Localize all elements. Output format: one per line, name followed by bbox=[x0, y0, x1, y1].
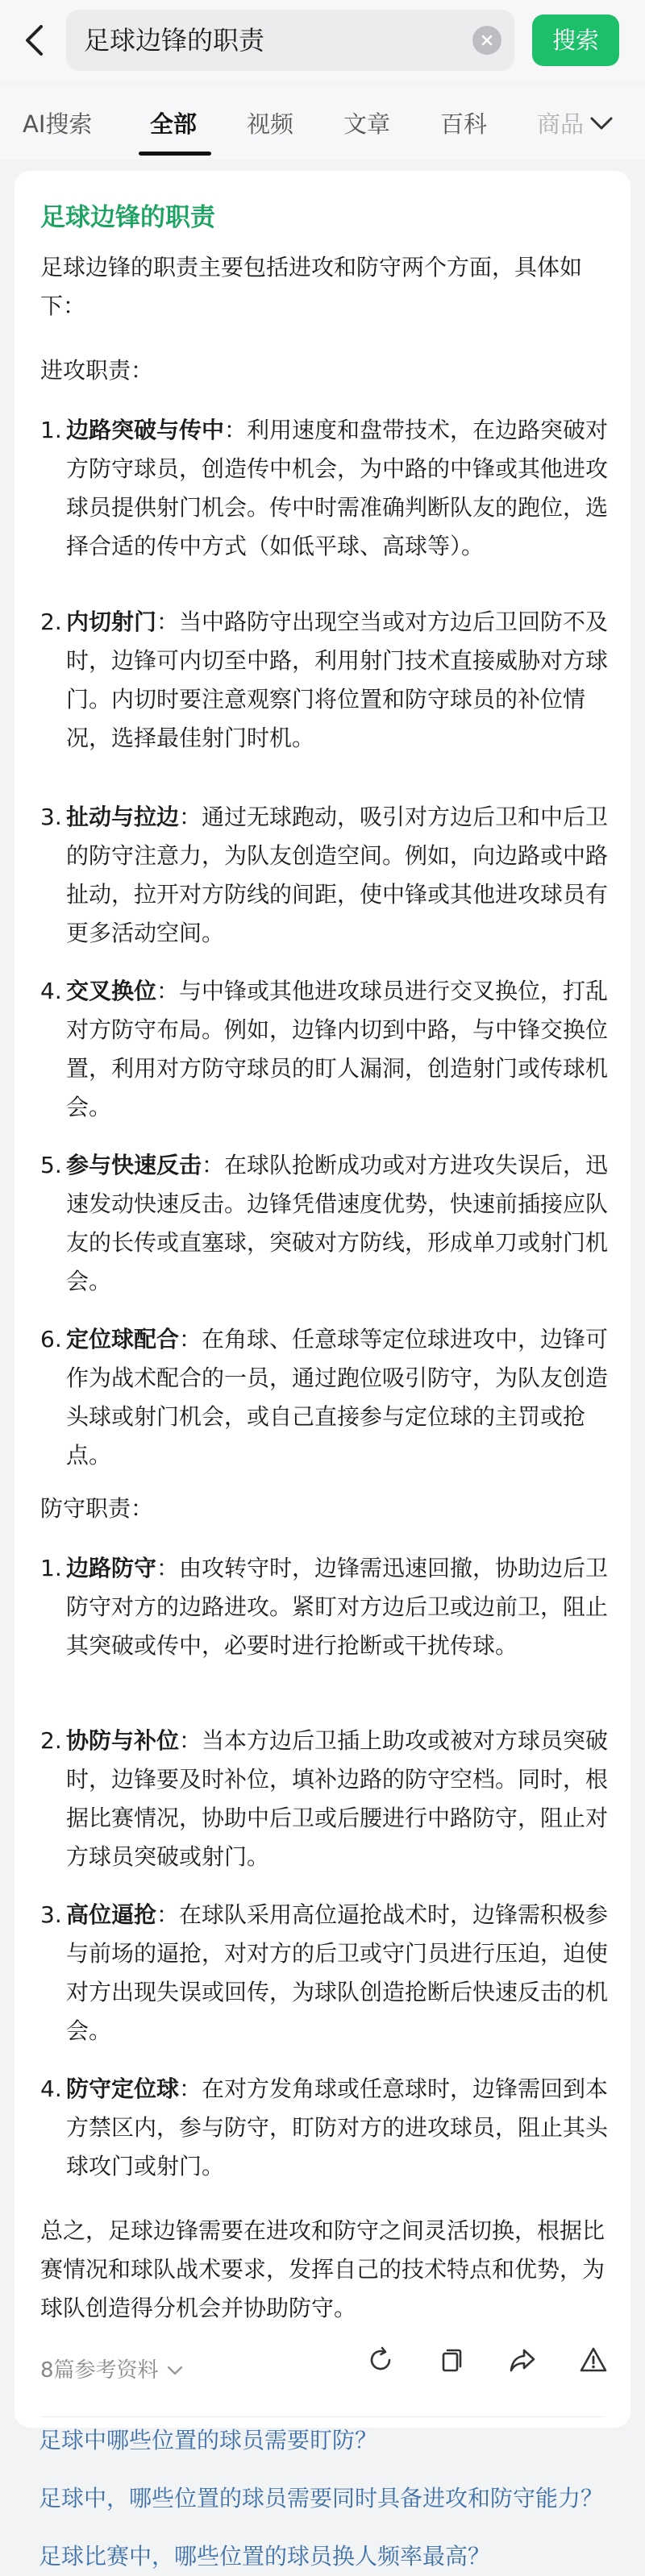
answer-actions bbox=[363, 2342, 611, 2378]
chevron-down-icon[interactable] bbox=[585, 110, 618, 137]
attack-heading: 进攻职责： bbox=[40, 357, 154, 384]
clear-icon[interactable] bbox=[472, 26, 501, 55]
references-label[interactable]: 8篇参考资料 bbox=[40, 2358, 159, 2383]
list-item: 2. 内切射门：当中路防守出现空当或对方边后卫回防不及时，边锋可内切至中路，利用射门技术直接威胁对方球门。内切时要注意观察门将位置和防守球员的补位情况，选择最佳射门时机。 bbox=[40, 609, 609, 751]
list-item: 3. 高位逼抢：在球队采用高位逼抢战术时，边锋需积极参与前场的逼抢，对对方的后卫或守门员进行压迫，迫使对方出现失误或回传，为球队创造抢断后快速反击的机会。 bbox=[40, 1901, 609, 2044]
list-item: 1. 边路防守：由攻转守时，边锋需迅速回撤，协助边后卫防守对方的边路进攻。紧盯对方边后卫或边前卫，阻止其突破或传中，必要时进行抢断或干扰传球。 bbox=[40, 1555, 609, 1659]
list-item: 4. 交叉换位：与中锋或其他进攻球员进行交叉换位，打乱对方防守布局。例如，边锋内切到中路，与中锋交换位置，利用对方防守球员的盯人漏洞，创造射门或传球机会。 bbox=[40, 978, 609, 1120]
top-bar bbox=[0, 0, 645, 81]
tab-encyclopedia[interactable]: 百科 bbox=[440, 110, 488, 138]
suggested-query[interactable]: 足球中，哪些位置的球员需要同时具备进攻和防守能力？ bbox=[39, 2485, 604, 2512]
back-arrow-icon[interactable] bbox=[18, 23, 50, 58]
tab-products[interactable]: 商品 bbox=[537, 110, 585, 138]
search-query-text[interactable]: 足球边锋的职责 bbox=[84, 25, 265, 56]
list-item: 1. 边路突破与传中：利用速度和盘带技术，在边路突破对方防守球员，创造传中机会，为中路的中锋或其他进攻球员提供射门机会。传中时需准确判断队友的跑位，选择合适的传中方式（如低平球、高球等）。 bbox=[40, 417, 609, 559]
list-item: 2. 协防与补位：当本方边后卫插上助攻或被对方球员突破时，边锋要及时补位，填补边路的防守空档。同时，根据比赛情况，协助中后卫或后腰进行中路防守，阻止对方球员突破或射门。 bbox=[40, 1727, 609, 1870]
search-input[interactable] bbox=[66, 10, 514, 71]
report-warning-icon[interactable] bbox=[576, 2342, 611, 2378]
tab-ai-search[interactable]: AI搜索 bbox=[23, 110, 93, 138]
share-icon[interactable] bbox=[505, 2342, 540, 2378]
references-toggle[interactable] bbox=[40, 2354, 183, 2383]
category-tabs bbox=[0, 87, 645, 160]
divider bbox=[40, 2416, 605, 2417]
answer-summary: 总之，足球边锋需要在进攻和防守之间灵活切换，根据比赛情况和球队战术要求，发挥自己的技术特点和优势，为球队创造得分机会并协助防守。 bbox=[40, 2217, 605, 2321]
tab-video[interactable]: 视频 bbox=[247, 110, 294, 138]
list-item: 5. 参与快速反击：在球队抢断成功或对方进攻失误后，迅速发动快速反击。边锋凭借速度优势，快速前插接应队友的长传或直塞球，突破对方防线，形成单刀或射门机会。 bbox=[40, 1152, 609, 1294]
defense-heading: 防守职责： bbox=[40, 1495, 154, 1522]
answer-title: 足球边锋的职责 bbox=[40, 203, 215, 232]
search-button[interactable]: 搜索 bbox=[532, 15, 619, 66]
list-item: 4. 防守定位球：在对方发角球或任意球时，边锋需回到本方禁区内，参与防守，盯防对方的进攻球员，阻止其头球攻门或射门。 bbox=[40, 2075, 609, 2179]
tab-all[interactable]: 全部 bbox=[150, 110, 198, 138]
list-item: 3. 扯动与拉边：通过无球跑动，吸引对方边后卫和中后卫的防守注意力，为队友创造空间。例如，向边路或中路扯动，拉开对方防线的间距，使中锋或其他进攻球员有更多活动空间。 bbox=[40, 804, 609, 946]
suggested-query[interactable]: 足球中哪些位置的球员需要盯防？ bbox=[39, 2427, 378, 2453]
active-tab-indicator bbox=[139, 152, 211, 156]
list-item: 6. 定位球配合：在角球、任意球等定位球进攻中，边锋可作为战术配合的一员，通过跑位吸引防守，为队友创造头球或射门机会，或自己直接参与定位球的主罚或抢点。 bbox=[40, 1326, 609, 1469]
tab-article[interactable]: 文章 bbox=[343, 110, 391, 138]
ai-answer-card bbox=[15, 171, 630, 2428]
refresh-icon[interactable] bbox=[363, 2342, 398, 2378]
suggested-query[interactable]: 足球比赛中，哪些位置的球员换人频率最高？ bbox=[39, 2543, 491, 2570]
answer-intro: 足球边锋的职责主要包括进攻和防守两个方面，具体如下： bbox=[40, 254, 583, 319]
chevron-down-icon[interactable] bbox=[167, 2357, 183, 2381]
copy-icon[interactable] bbox=[434, 2342, 469, 2378]
